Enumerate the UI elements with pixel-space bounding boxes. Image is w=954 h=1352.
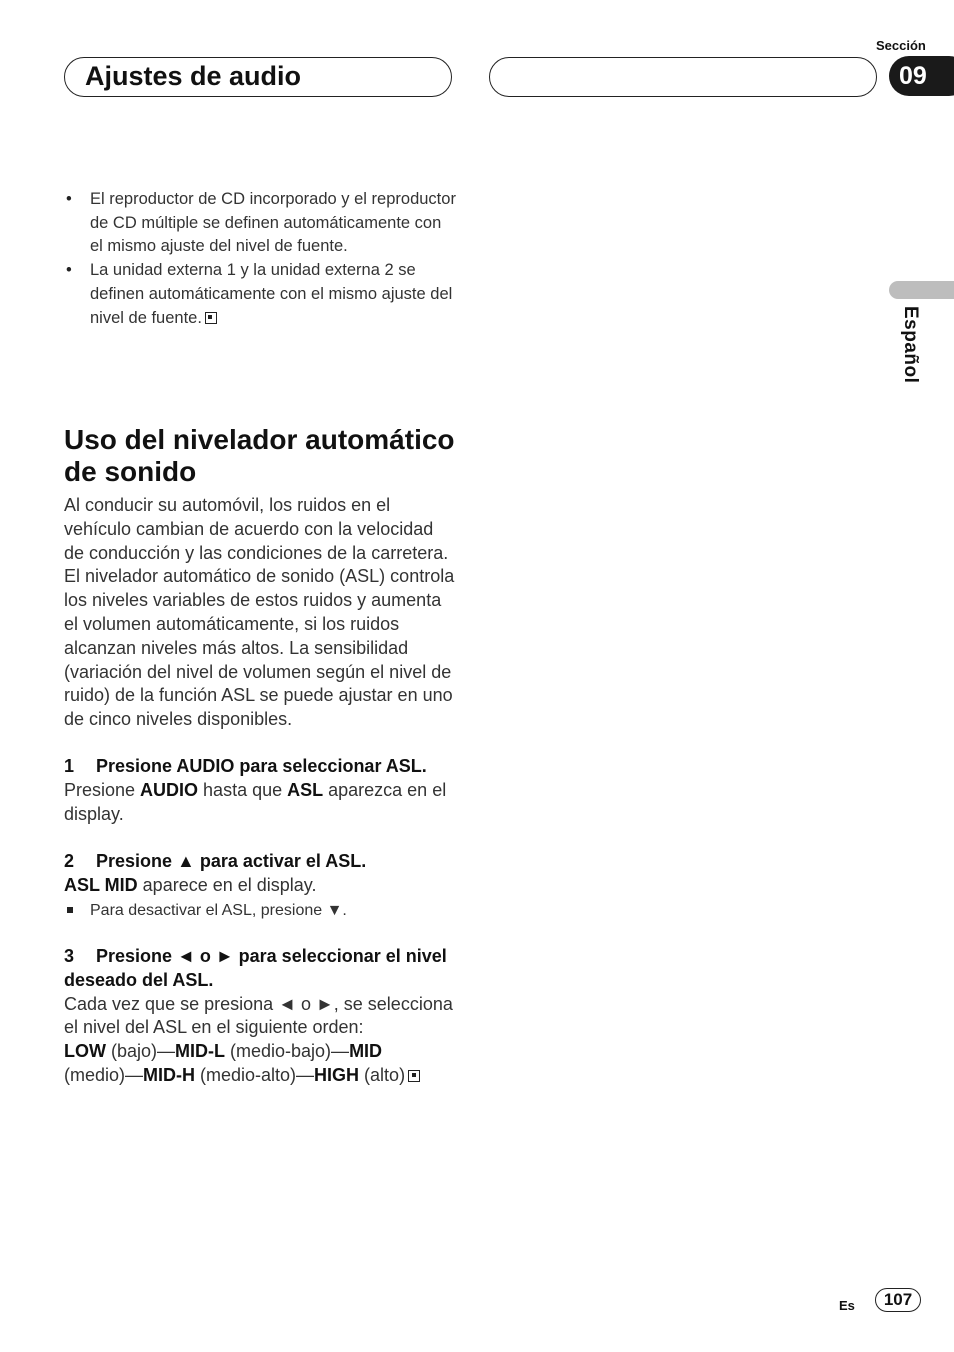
step-body-text: aparece en el display. [137, 874, 317, 895]
bullet-text: El reproductor de CD incorporado y el reproductor de CD múltiple se definen automáticamente con el mismo ajuste del nivel de fuente. [90, 190, 456, 256]
level-label: HIGH [314, 1064, 360, 1085]
step-title-text: Presione ◄ o ► para seleccionar el nivel deseado del ASL. [64, 946, 447, 990]
display-term: ASL MID [64, 874, 138, 895]
language-label: Español [900, 306, 921, 384]
end-mark-icon [408, 1070, 420, 1082]
section-heading: Uso del nivelador automático de sonido [64, 424, 455, 487]
level-desc: (medio-alto)— [195, 1064, 315, 1085]
step-1 [64, 755, 456, 826]
level-label: MID-H [143, 1064, 196, 1085]
display-term: ASL [287, 779, 324, 800]
step-title [64, 850, 456, 874]
chapter-header [64, 57, 452, 97]
level-desc: (bajo)— [106, 1041, 176, 1062]
step-body [64, 779, 456, 827]
section-number-badge: 09 [889, 56, 954, 96]
step-body-text: aparezca en el display. [64, 779, 447, 824]
bullet-list-block [64, 188, 456, 330]
bullet-list [64, 188, 456, 330]
level-desc: (medio-bajo)— [225, 1041, 350, 1062]
level-label: MID [349, 1041, 383, 1062]
step-2 [64, 850, 456, 922]
page-number: 107 [875, 1288, 921, 1312]
level-label: LOW [64, 1041, 106, 1062]
end-mark-icon [205, 312, 217, 324]
step-3 [64, 945, 456, 1088]
section-label: Sección [876, 38, 926, 53]
header-empty-frame [489, 57, 877, 97]
step-note [64, 900, 456, 922]
step-title [64, 755, 456, 779]
step-number: 1 [64, 756, 75, 776]
step-body-text: hasta que [198, 779, 288, 800]
step-body-text: Presione [64, 779, 141, 800]
step-title-text: Presione ▲ para activar el ASL. [96, 851, 367, 871]
level-sequence [64, 1040, 456, 1088]
step-body [64, 993, 456, 1041]
step-number: 2 [64, 851, 75, 871]
intro-paragraph: Al conducir su automóvil, los ruidos en el vehículo cambian de acuerdo con la velocidad de conducción y las condiciones de la carretera. El nivelador automático de sonido (ASL) controla los niveles variables de estos ruidos y aumenta el volumen automáticamente, si los ruidos alcanzan niveles más altos. La sensibilidad (variación del nivel de volumen según el nivel de ruido) de la función ASL se puede ajustar en uno de cinco niveles disponibles. [64, 495, 455, 730]
step-body [64, 874, 456, 898]
note-text: Para desactivar el ASL, presione ▼. [90, 901, 347, 919]
step-body-text: Cada vez que se presiona ◄ o ►, se selecciona el nivel del ASL en el siguiente orden: [64, 993, 453, 1038]
level-desc: (medio)— [64, 1064, 144, 1085]
step-title [64, 945, 456, 993]
footer-language-code: Es [839, 1298, 855, 1313]
note-square-icon [67, 907, 73, 913]
level-label: MID-L [175, 1041, 226, 1062]
bullet-text: La unidad externa 1 y la unidad externa 2 se definen automáticamente con el mismo ajuste del nivel de fuente. [90, 261, 453, 327]
list-item [64, 188, 456, 259]
intro-block [64, 494, 456, 732]
list-item [64, 259, 456, 330]
chapter-title: Ajustes de audio [85, 61, 302, 91]
step-title-text: Presione AUDIO para seleccionar ASL. [96, 756, 427, 776]
step-number: 3 [64, 946, 75, 966]
language-tab-marker [889, 281, 954, 299]
display-term: AUDIO [140, 779, 199, 800]
level-desc: (alto) [359, 1064, 406, 1085]
